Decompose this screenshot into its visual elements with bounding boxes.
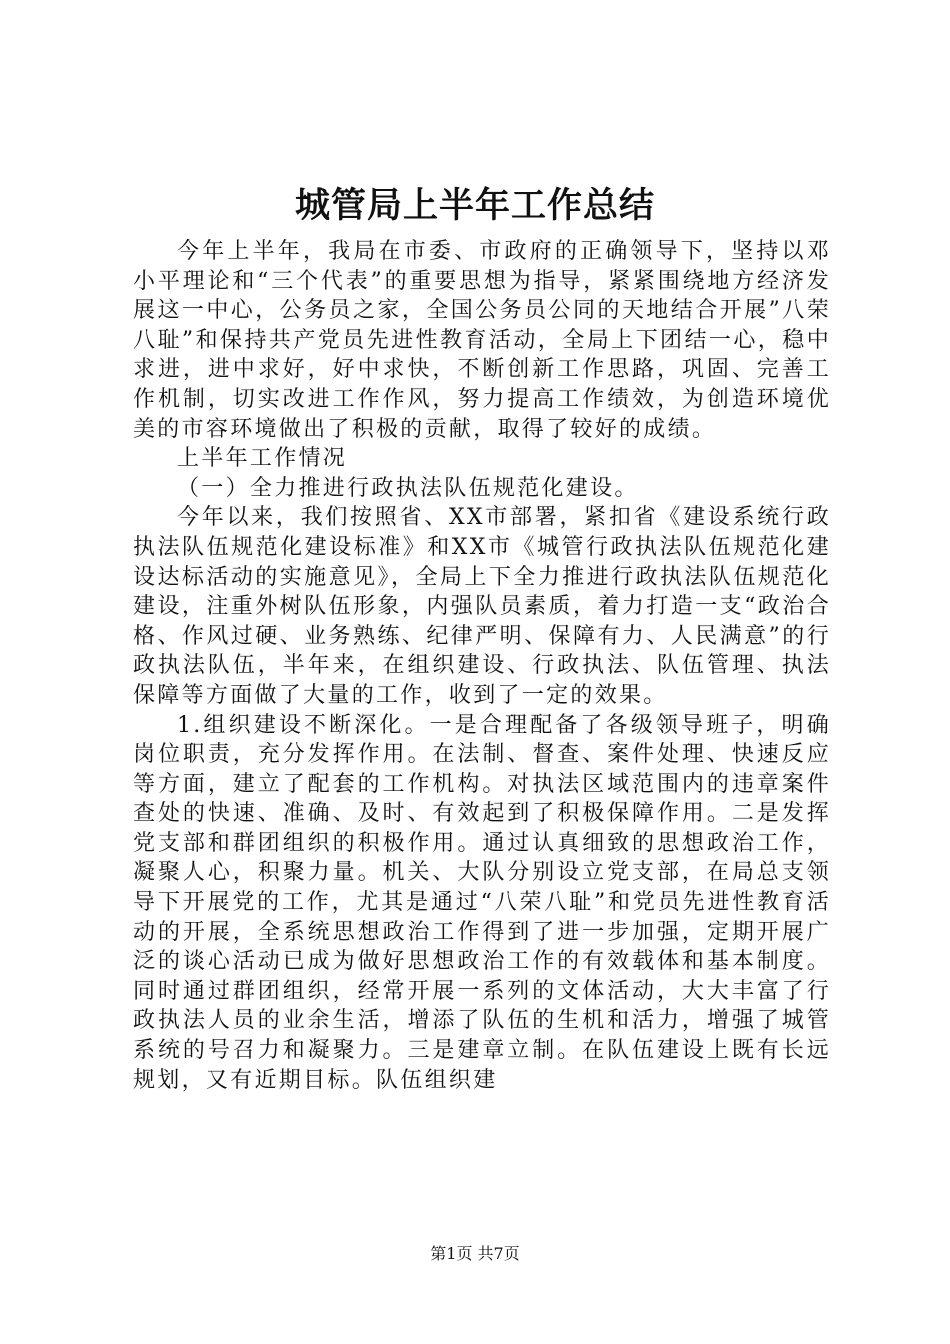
paragraph-team-building: 今年以来，我们按照省、XX市部署，紧扣省《建设系统行政执法队伍规范化建设标准》和XX市《城管行政执法队伍规范化建设达标活动的实施意见》，全局上下全力推进行政执法队伍规范化建设，注重外树队伍形象，内强队员素质，着力打造一支“政治合格、作风过硬、业务熟练、纪律严明、保障有力、人民满意”的行政执法队伍，半年来，在组织建设、行政执法、队伍管理、执法保障等方面做了大量的工作，收到了一定的效果。 (133, 505, 831, 708)
paragraph-organization: 1.组织建设不断深化。一是合理配备了各级领导班子，明确岗位职责，充分发挥作用。在法制、督查、案件处理、快速反应等方面，建立了配套的工作机构。对执法区域范围内的违章案件查处的快速、准确、及时、有效起到了积极保障作用。二是发挥党支部和群团组织的积极作用。通过认真细致的思想政治工作，凝聚人心，积聚力量。机关、大队分别设立党支部，在局总支领导下开展党的工作，尤其是通过“八荣八耻”和党员先进性教育活动的开展，全系统思想政治工作得到了进一步加强，定期开展广泛的谈心活动已成为做好思想政治工作的有效载体和基本制度。同时通过群团组织，经常开展一系列的文体活动，大大丰富了行政执法人员的业余生活，增添了队伍的生机和活力，增强了城管系统的号召力和凝聚力。三是建章立制。在队伍建设上既有长远规划，又有近期目标。队伍组织建 (133, 712, 831, 1093)
document-title: 城管局上半年工作总结 (294, 186, 655, 226)
section-heading: 上半年工作情况 (177, 446, 348, 472)
document-body (133, 237, 831, 1095)
page-footer: 第1页 共7页 (430, 1244, 520, 1263)
paragraph-intro: 今年上半年，我局在市委、市政府的正确领导下，坚持以邓小平理论和“三个代表”的重要思想为指导，紧紧围绕地方经济发展这一中心，公务员之家，全国公务员公同的天地结合开展”八荣八耻”和保持共产党员先进性教育活动，全局上下团结一心，稳中求进，进中求好，好中求快，不断创新工作思路，巩固、完善工作机制，切实改进工作作风，努力提高工作绩效，为创造环境优美的市容环境做出了积极的贡献，取得了较好的成绩。 (133, 239, 831, 442)
subsection-heading: （一）全力推进行政执法队伍规范化建设。 (177, 475, 639, 501)
